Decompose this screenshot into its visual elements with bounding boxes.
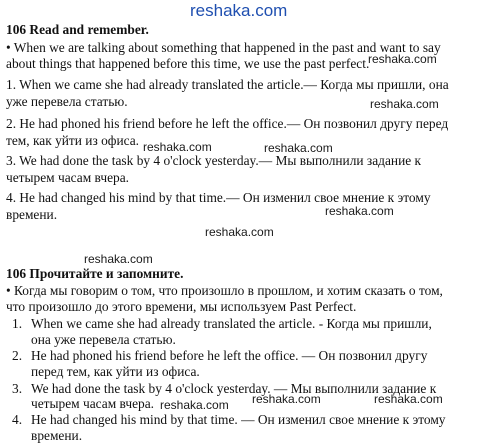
section1-item-4-line2: времени. <box>6 207 58 222</box>
section2-item-2-number: 2. <box>12 348 23 363</box>
watermark-top: reshaka.com <box>190 1 288 20</box>
section2-item-2-line1: He had phoned his friend before he left the office. — Он позвонил другу <box>31 348 428 363</box>
section1-intro-line1: • When we are talking about something that happened in the past and want to say <box>6 40 441 55</box>
watermark: reshaka.com <box>374 392 443 406</box>
section1-title: 106 Read and remember. <box>6 22 149 37</box>
section1-item-2-line2: тем, как уйти из офиса. <box>6 133 140 148</box>
section1-item-1-line2: уже перевела статью. <box>6 94 128 109</box>
section1-intro-line2: about things that happened before this time, we use the past perfect. <box>6 56 370 71</box>
section2-item-4-line1: He had changed his mind by that time. — Он изменил свое мнение к этому <box>31 412 446 427</box>
watermark: reshaka.com <box>264 141 333 155</box>
section1-item-4-line1: 4. He had changed his mind by that time.— Он изменил свое мнение к этому <box>6 190 431 205</box>
section2-item-1-number: 1. <box>12 316 23 331</box>
section2-intro-line2: что произошло до этого времени, мы используем Past Perfect. <box>6 299 357 314</box>
section1-item-1-line1: 1. When we came she had already translated the article.— Когда мы пришли, она <box>6 77 449 92</box>
watermark: reshaka.com <box>252 392 321 406</box>
section1-item-3-line1: 3. We had done the task by 4 o'clock yesterday.— Мы выполнили задание к <box>6 153 422 168</box>
watermark: reshaka.com <box>205 225 274 239</box>
section2-item-1-line2: она уже перевела статью. <box>31 332 176 347</box>
section2-item-4-number: 4. <box>12 412 23 427</box>
watermark: reshaka.com <box>325 204 394 218</box>
section1-item-2-line1: 2. He had phoned his friend before he left the office.— Он позвонил другу перед <box>6 116 449 131</box>
watermark: reshaka.com <box>84 252 153 266</box>
watermark: reshaka.com <box>143 140 212 154</box>
section2-intro-line1: • Когда мы говорим о том, что произошло в прошлом, и хотим сказать о том, <box>6 283 443 298</box>
section2-item-4-line2: времени. <box>31 428 83 443</box>
watermark: reshaka.com <box>160 398 229 412</box>
section2-item-3-line2: четырем часам вчера. <box>31 396 155 411</box>
watermark: reshaka.com <box>370 97 439 111</box>
section2-title: 106 Прочитайте и запомните. <box>6 266 184 281</box>
section2-item-3-line1: We had done the task by 4 o'clock yesterday. — Мы выполнили задание к <box>31 381 437 396</box>
watermark: reshaka.com <box>368 52 437 66</box>
section2-item-1-line1: When we came she had already translated the article. - Когда мы пришли, <box>31 316 432 331</box>
section2-item-3-number: 3. <box>12 381 23 396</box>
section1-item-3-line2: четырем часам вчера. <box>6 170 130 185</box>
section2-item-2-line2: перед тем, как уйти из офиса. <box>31 364 200 379</box>
